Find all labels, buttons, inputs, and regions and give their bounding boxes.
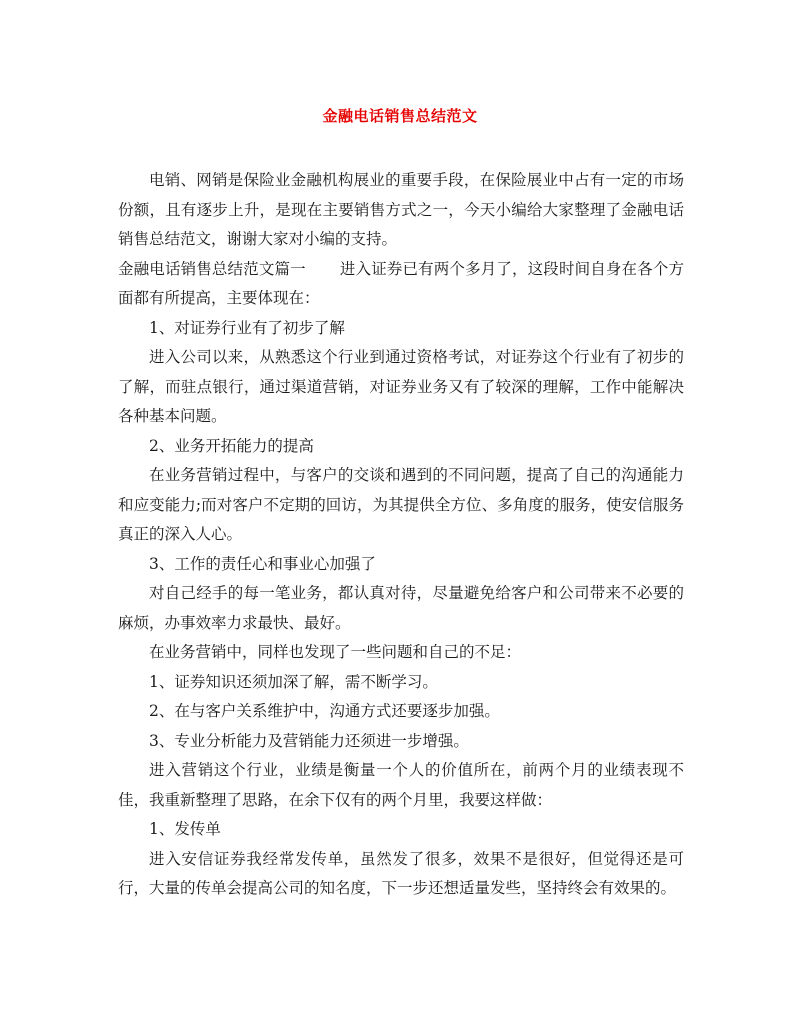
plan1-body: 进入安信证券我经常发传单，虽然发了很多，效果不是很好，但觉得还是可行，大量的传单会提高公司的知名度，下一步还想适量发些，坚持终会有效果的。	[118, 849, 684, 897]
point3-body: 对自己经手的每一笔业务，都认真对待，尽量避免给客户和公司带来不必要的麻烦，办事效率力求最快、最好。	[118, 584, 684, 632]
intro-paragraph: 电销、网销是保险业金融机构展业的重要手段，在保险展业中占有一定的市场份额，且有逐步上升，是现在主要销售方式之一，今天小编给大家整理了金融电话销售总结范文，谢谢大家对小编的支持。	[118, 171, 684, 248]
issue-item-3: 3、专业分析能力及营销能力还须进一步增强。	[149, 731, 469, 750]
point1-body: 进入公司以来，从熟悉这个行业到通过资格考试，对证券这个行业有了初步的了解，而驻点银行，通过渠道营销，对证券业务又有了较深的理解，工作中能解决各种基本问题。	[118, 348, 684, 425]
point2-body: 在业务营销过程中，与客户的交谈和遇到的不同问题，提高了自己的沟通能力和应变能力;而对客户不定期的回访，为其提供全方位、多角度的服务，使安信服务真正的深入人心。	[118, 466, 684, 543]
issue-item-1: 1、证券知识还须加深了解，需不断学习。	[149, 672, 438, 691]
point3-heading: 3、工作的责任心和事业心加强了	[149, 554, 376, 573]
plan1-heading: 1、发传单	[149, 820, 221, 838]
section-paragraph	[118, 255, 684, 314]
section-heading: 金融电话销售总结范文篇一	[118, 259, 306, 278]
plan-intro: 进入营销这个行业，业绩是衡量一个人的价值所在，前两个月的业绩表现不佳，我重新整理了思路，在余下仅有的两个月里，我要这样做：	[118, 761, 684, 809]
point1-heading: 1、对证券行业有了初步了解	[149, 318, 345, 337]
issue-item-2: 2、在与客户关系维护中，沟通方式还要逐步加强。	[149, 702, 500, 720]
point2-heading: 2、业务开拓能力的提高	[149, 436, 314, 455]
document-title: 金融电话销售总结范文	[322, 107, 478, 125]
section-lead: 进入证券已有两个多月了，这段时间自身在各个方面都有所提高，主要体现在：	[118, 259, 684, 307]
issues-intro: 在业务营销中，同样也发现了一些问题和自己的不足：	[149, 643, 522, 661]
document-body	[118, 166, 684, 904]
